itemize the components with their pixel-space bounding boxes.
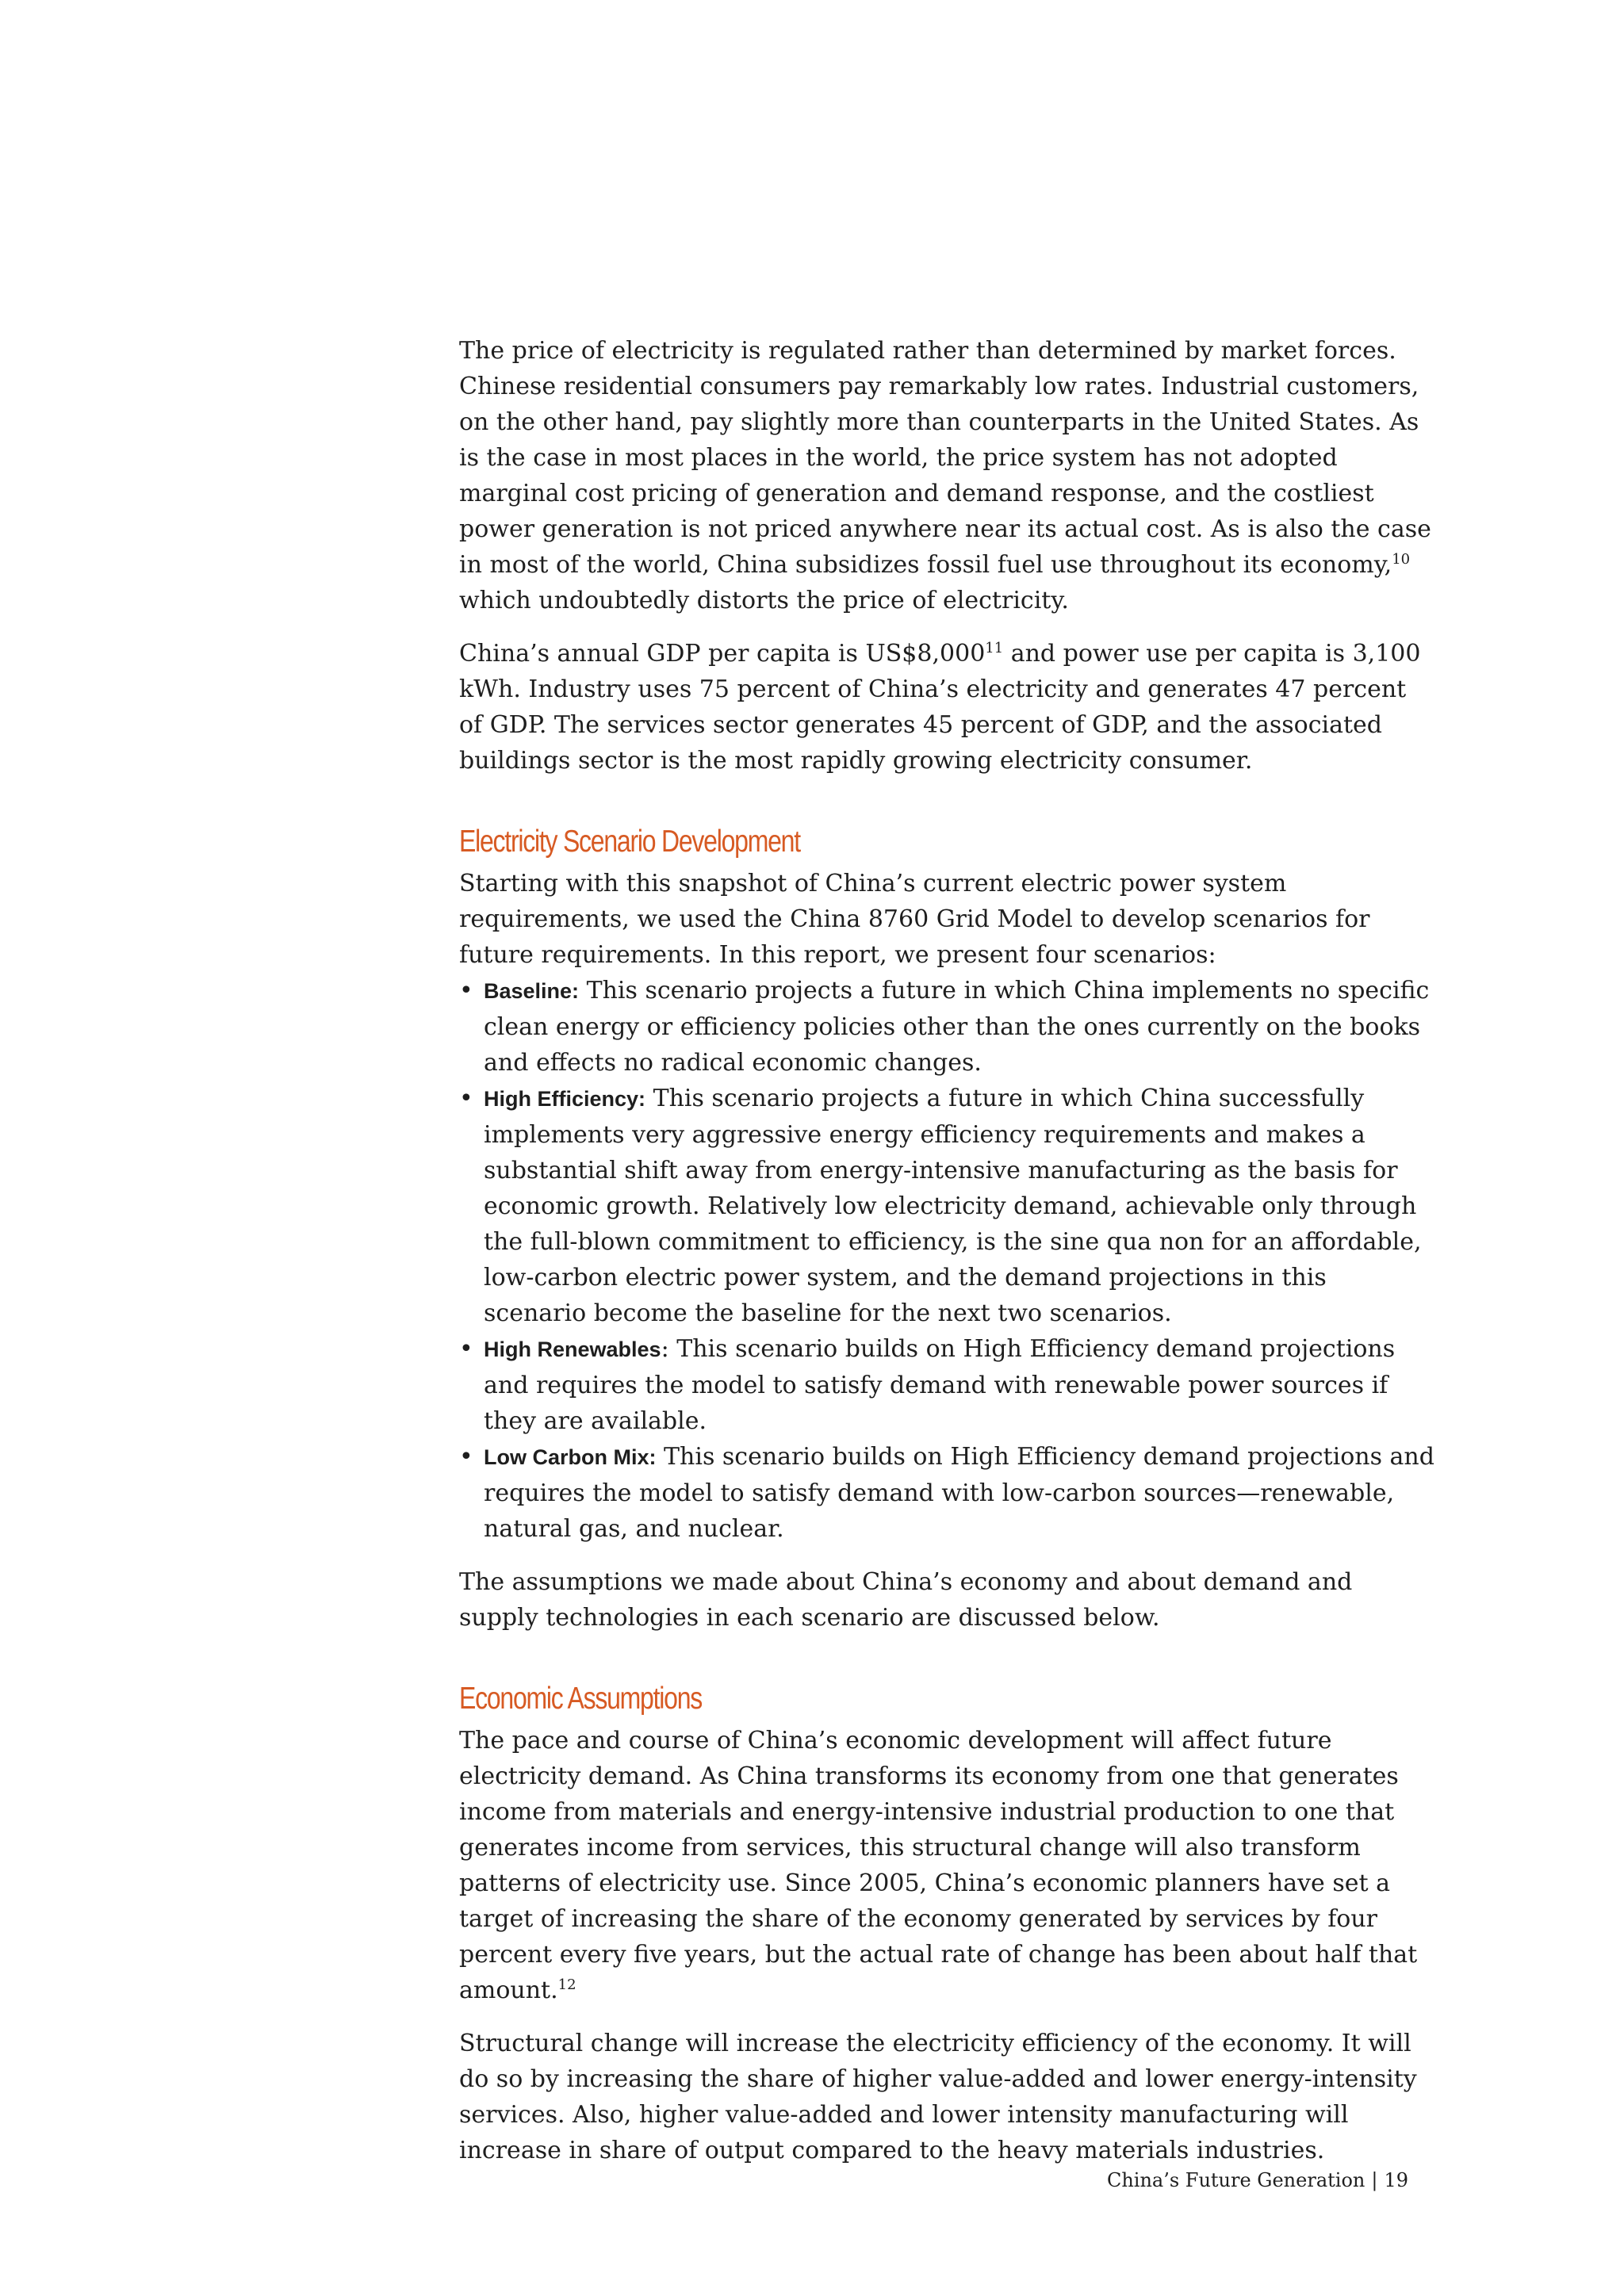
footnote-ref-12[interactable]: 12	[557, 1976, 576, 1993]
scenario-term: High Efficiency:	[484, 1087, 646, 1111]
bullet-icon: •	[459, 1335, 473, 1363]
list-item-low-carbon-mix	[459, 1439, 1434, 1547]
bullet-icon: •	[459, 977, 473, 1004]
intro-paragraph-1	[459, 333, 1434, 618]
economic-p1-text: The pace and course of China’s economic development will affect future electricity demand. As China transforms its economy from one that generates income from materials and energy-intensive industrial production to one that generates income from services, this structural change will also transform patterns of electricity use. Since 2005, China’s economic planners have set a target of increasing the share of the economy generated by services by four percent every five years, but the actual rate of change has been about half that amount.	[459, 1727, 1418, 2004]
economic-paragraph-1	[459, 1723, 1434, 2008]
list-item-high-renewables	[459, 1331, 1434, 1439]
bullet-icon: •	[459, 1443, 473, 1471]
scenario-closing-paragraph: The assumptions we made about China’s economy and about demand and supply technologies in each scenario are discussed below.	[459, 1568, 1353, 1632]
intro-p1-text-end: which undoubtedly distorts the price of electricity.	[459, 587, 1069, 614]
scenario-term: Low Carbon Mix:	[484, 1445, 657, 1469]
footnote-ref-11[interactable]: 11	[985, 640, 1004, 656]
page-content	[459, 333, 1434, 2186]
footnote-ref-10[interactable]: 10	[1392, 551, 1411, 568]
section-heading-scenarios: Electricity Scenario Development	[459, 825, 800, 859]
intro-paragraph-2	[459, 636, 1434, 779]
section-heading-economic: Economic Assumptions	[459, 1682, 703, 1716]
intro-p1-text: The price of electricity is regulated rather than determined by market forces. Chinese residential consumers pay remarkably low rates. Industrial customers, on the other hand, pay slightly more than counterparts in the United States. As is the case in most places in the world, the price system has not adopted marginal cost pricing of generation and demand response, and the costliest power generation is not priced anywhere near its actual cost. As is also the case in most of the world, China subsidizes fossil fuel use throughout its economy,	[459, 337, 1431, 579]
footer-title: China’s Future Generation	[1106, 2169, 1365, 2191]
scenario-intro-paragraph: Starting with this snapshot of China’s current electric power system requirements, we used the China 8760 Grid Model to develop scenarios for future requirements. In this report, we present four scenarios:	[459, 870, 1370, 969]
list-item-baseline	[459, 973, 1434, 1081]
footer-separator: |	[1371, 2169, 1378, 2191]
scenario-description: This scenario projects a future in which China implements no specific clean energy or efficiency policies other than the ones currently on the books and effects no radical economic changes.	[484, 977, 1430, 1077]
economic-paragraph-2: Structural change will increase the electricity efficiency of the economy. It will do so by increasing the share of higher value-added and lower energy-intensity services. Also, higher value-added and lower intensity manufacturing will increase in share of output compared to the heavy materials industries.	[459, 2030, 1417, 2164]
list-item-high-efficiency	[459, 1081, 1434, 1331]
intro-p2-text-end: and power use per capita is 3,100 kWh. Industry uses 75 percent of China’s electricity and generates 47 percent of GDP. The services sector generates 45 percent of GDP, and the associated buildings sector is the most rapidly growing electricity consumer.	[459, 640, 1421, 775]
scenario-description: : This scenario builds on High Efficiency demand projections and requires the model to satisfy demand with renewable power sources if they are available.	[484, 1335, 1396, 1435]
scenario-list	[459, 973, 1434, 1547]
intro-p2-text: China’s annual GDP per capita is US$8,000	[459, 640, 986, 668]
scenario-description: This scenario projects a future in which China successfully implements very aggressive energy efficiency requirements and makes a substantial shift away from energy-intensive manufacturing as the basis for economic growth. Relatively low electricity demand, achievable only through the full-blown commitment to efficiency, is the sine qua non for an affordable, low-carbon electric power system, and the demand projections in this scenario become the baseline for the next two scenarios.	[484, 1085, 1422, 1327]
bullet-icon: •	[459, 1085, 473, 1112]
scenario-term: High Renewables	[484, 1337, 661, 1361]
scenario-description: This scenario builds on High Efficiency demand projections and requires the model to satisfy demand with low-carbon sources—renewable, natural gas, and nuclear.	[484, 1443, 1434, 1543]
scenario-term: Baseline:	[484, 979, 580, 1003]
page-footer	[952, 2169, 1408, 2191]
page-number: 19	[1384, 2169, 1408, 2191]
